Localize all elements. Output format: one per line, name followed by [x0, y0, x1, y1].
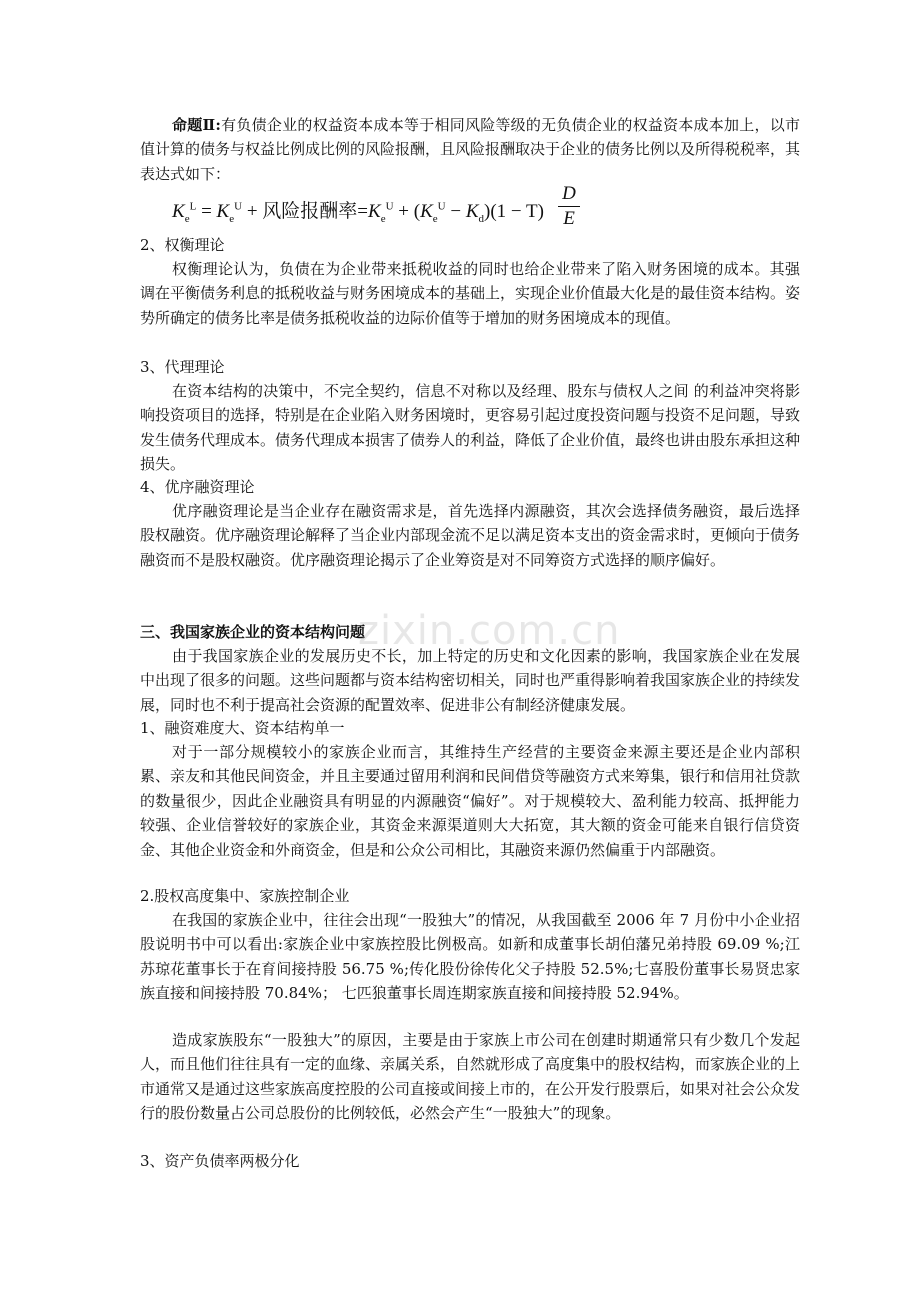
proposition-2-paragraph — [140, 113, 800, 186]
watermark: zixin.com.cn — [358, 608, 621, 654]
debt-equity-fraction: D E — [558, 182, 580, 231]
financing-paragraph: 对于一部分规模较小的家族企业而言，其维持生产经营的主要资金来源主要还是企业内部积累、亲友和其他民间资金，并且主要通过留用利润和民间借贷等融资方式来筹集，银行和信用社贷款的数量很少，因此企业融资具有明显的内源融资“偏好”。对于规模较大、盈利能力较高、抵押能力较强、企业信誉较好的家族企业，其资金来源渠道则大大拓宽，其大额的资金可能来自银行信贷资金、其他企业资金和外商资金，但是和公众公司相比，其融资来源仍然偏重于内部融资。 — [140, 743, 801, 859]
problem-heading-ownership: 2.股权高度集中、家族控制企业 — [140, 887, 350, 905]
tradeoff-paragraph: 权衡理论认为，负债在为企业带来抵税收益的同时也给企业带来了陷入财务困境的成本。其强调在平衡债务利息的抵税收益与财务困境成本的基础上，实现企业价值最大化是的最佳资本结构。姿势所确定的债务比率是债务抵税收益的边际价值等于增加的财务困境成本的现值。 — [140, 260, 801, 327]
chapter-intro-paragraph: 由于我国家族企业的发展历史不长，加上特定的历史和文化因素的影响，我国家族企业在发展中出现了很多的问题。这些问题都与资本结构密切相关，同时也严重得影响着我国家族企业的持续发展，同时也不利于提高社会资源的配置效率、促进非公有制经济健康发展。 — [140, 647, 801, 714]
section-heading-pecking-order: 4、优序融资理论 — [140, 478, 255, 496]
section-heading-tradeoff: 2、权衡理论 — [140, 236, 225, 254]
chapter-heading: 三、我国家族企业的资本结构问题 — [140, 623, 366, 641]
proposition-text: 有负债企业的权益资本成本等于相同风险等级的无负债企业的权益资本成本加上，以市值计算的债务与权益比例成比例的风险报酬，且风险报酬取决于企业的债务比例以及所得税税率，其表达式如下： — [140, 116, 801, 183]
agency-paragraph: 在资本结构的决策中，不完全契约，信息不对称以及经理、股东与债权人之间 的利益冲突将影响投资项目的选择，特别是在企业陷入财务困境时，更容易引起过度投资问题与投资不足问题，导致发生债务代理成本。债务代理成本损害了债券人的利益，降低了企业价值，最终也讲由股东承担这种损失。 — [140, 382, 801, 474]
cost-of-equity-formula: $K_e^L = K_e^U$ + 风险报酬率$=K_e^U + (K_e^U - K_d)(1 - T)$ D E — [172, 182, 592, 234]
problem-heading-leverage: 3、资产负债率两极分化 — [140, 1152, 300, 1170]
section-heading-agency: 3、代理理论 — [140, 358, 225, 376]
proposition-label: 命题Ⅱ: — [172, 116, 221, 134]
pecking-order-paragraph: 优序融资理论是当企业存在融资需求是，首先选择内源融资，其次会选择债务融资，最后选择股权融资。优序融资理论解释了当企业内部现金流不足以满足资本支出的资金需求时，更倾向于债务融资而不是股权融资。优序融资理论揭示了企业筹资是对不同筹资方式选择的顺序偏好。 — [140, 502, 801, 569]
problem-heading-financing: 1、融资难度大、资本结构单一 — [140, 719, 345, 737]
ownership-paragraph-2: 造成家族股东“一股独大”的原因，主要是由于家族上市公司在创建时期通常只有少数几个发起人，而且他们往往具有一定的血缘、亲属关系，自然就形成了高度集中的股权结构，而家族企业的上市通常又是通过这些家族高度控股的公司直接或间接上市的，在公开发行股票后，如果对社会公众发行的股份数量占公司总股份的比例较低，必然会产生“一股独大”的现象。 — [140, 1031, 801, 1123]
ownership-paragraph-1: 在我国的家族企业中，往往会出现“一股独大”的情况，从我国截至 2006 年 7 月份中小企业招股说明书中可以看出:家族企业中家族控股比例极高。如新和成董事长胡伯藩兄弟持股 69.09 %;江苏琼花董事长于在育间接持股 56.75 %;传化股份徐传化父子持股 52.5%;七喜股份董事长易贤忠家族直接和间接持股 70.84%； 七匹狼董事长周连期家族直接和间接持股 52.94%。 — [140, 911, 800, 1003]
